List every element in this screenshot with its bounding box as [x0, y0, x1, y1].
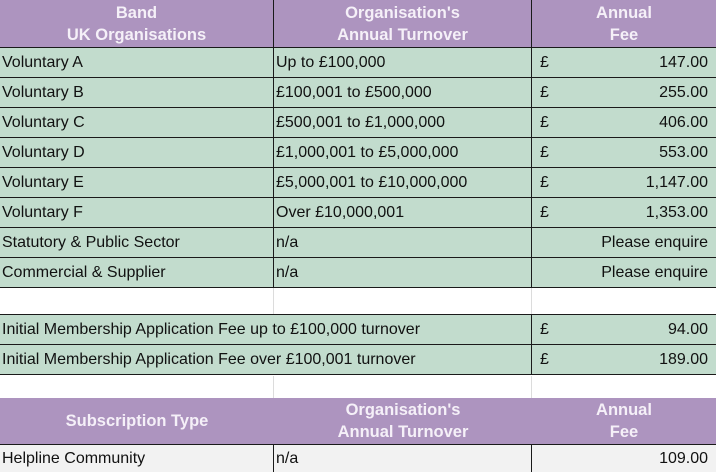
fee-cell: Please enquire	[532, 228, 716, 258]
header-fee-2-line1: Annual	[596, 401, 652, 419]
fee-value: 553.00	[659, 143, 708, 161]
fee-cell	[532, 108, 716, 138]
fee-cell	[532, 138, 716, 168]
fee-value: 147.00	[659, 53, 708, 71]
turnover-cell: Up to £100,000	[274, 48, 532, 78]
turnover-cell: £100,001 to £500,000	[274, 78, 532, 108]
currency-symbol: £	[540, 143, 549, 161]
currency-symbol: £	[540, 113, 549, 131]
header-turnover-2-line2: Annual Turnover	[337, 423, 469, 441]
header-turnover-2	[274, 398, 532, 445]
header-turnover-line1: Organisation's	[345, 3, 460, 22]
header-band	[0, 0, 274, 48]
band-cell: Voluntary F	[0, 198, 274, 228]
currency-symbol: £	[540, 53, 549, 71]
fee-value: 94.00	[667, 320, 708, 338]
turnover-cell: £1,000,001 to £5,000,000	[274, 138, 532, 168]
fee-cell	[532, 198, 716, 228]
fee-cell	[532, 78, 716, 108]
band-cell: Voluntary B	[0, 78, 274, 108]
band-cell: Voluntary C	[0, 108, 274, 138]
fee-value: 255.00	[659, 83, 708, 101]
turnover-cell: n/a	[274, 228, 532, 258]
gridline	[273, 376, 274, 398]
currency-symbol: £	[540, 350, 549, 368]
currency-symbol: £	[540, 83, 549, 101]
header-fee	[532, 0, 716, 48]
gridline	[531, 288, 532, 315]
header-subscription-type-label: Subscription Type	[65, 412, 209, 430]
header-fee-2-line2: Fee	[609, 423, 639, 441]
fee-cell: 109.00	[532, 445, 716, 472]
header-fee-line2: Fee	[609, 25, 639, 44]
turnover-cell: £500,001 to £1,000,000	[274, 108, 532, 138]
fee-cell	[532, 48, 716, 78]
application-fee-label: Initial Membership Application Fee up to £100,000 turnover	[0, 315, 532, 345]
header-turnover-line2: Annual Turnover	[337, 25, 468, 44]
currency-symbol: £	[540, 320, 549, 338]
gridline	[273, 288, 274, 315]
band-cell: Voluntary D	[0, 138, 274, 168]
turnover-cell: n/a	[274, 445, 532, 472]
turnover-cell: Over £10,000,001	[274, 198, 532, 228]
header-turnover	[274, 0, 532, 48]
fee-value: 406.00	[659, 113, 708, 131]
header-fee-line1: Annual	[596, 3, 652, 22]
currency-symbol: £	[540, 173, 549, 191]
header-subscription-type	[0, 398, 274, 445]
header-turnover-2-line1: Organisation's	[345, 401, 461, 419]
band-cell: Statutory & Public Sector	[0, 228, 274, 258]
fee-value: 189.00	[659, 350, 708, 368]
band-cell: Voluntary A	[0, 48, 274, 78]
application-fee-cell	[532, 345, 716, 375]
fee-value: 1,353.00	[645, 203, 708, 221]
fee-cell: Please enquire	[532, 258, 716, 288]
currency-symbol: £	[540, 203, 549, 221]
fee-value: 1,147.00	[645, 173, 708, 191]
application-fee-label: Initial Membership Application Fee over £100,001 turnover	[0, 345, 532, 375]
header-band-line1: Band	[115, 3, 158, 22]
header-fee-2	[532, 398, 716, 445]
fee-cell	[532, 168, 716, 198]
turnover-cell: £5,000,001 to £10,000,000	[274, 168, 532, 198]
gridline	[531, 376, 532, 398]
turnover-cell: n/a	[274, 258, 532, 288]
application-fee-cell	[532, 315, 716, 345]
band-cell: Voluntary E	[0, 168, 274, 198]
band-cell: Commercial & Supplier	[0, 258, 274, 288]
subscription-type-cell: Helpline Community	[0, 445, 274, 472]
header-band-line2: UK Organisations	[66, 25, 207, 44]
